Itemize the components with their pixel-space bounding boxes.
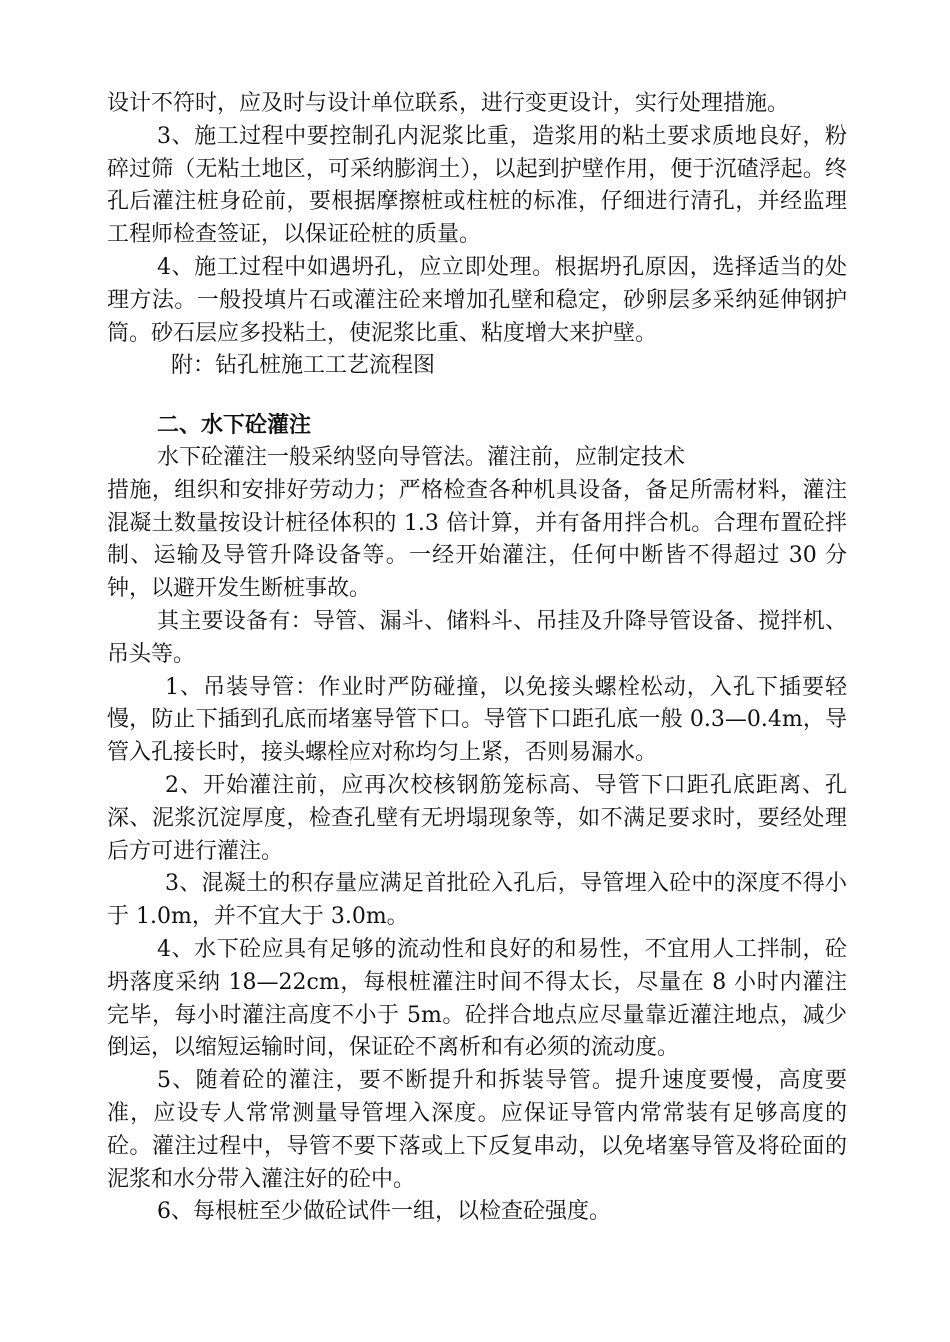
item-5: 5、随着砼的灌注，要不断提升和拆装导管。提升速度要慢，高度要准，应设专人常常测量导管埋入深度。应保证导管内常常装有足够高度的砼。灌注过程中，导管不要下落或上下反复串动，以免堵塞导管及将砼面的泥浆和水分带入灌注好的砼中。 [107, 1068, 847, 1192]
item-1: 1、吊装导管：作业时严防碰撞，以免接头螺栓松动，入孔下插要轻慢，防止下插到孔底而堵塞导管下口。导管下口距孔底一般 0.3—0.4m，导管入孔接长时，接头螺栓应对称均匀上紧，否则易漏水。 [107, 674, 847, 766]
document-page [107, 88, 847, 1229]
item-2: 2、开始灌注前，应再次校核钢筋笼标高、导管下口距孔底距离、孔深、泥浆沉淀厚度，检查孔壁有无坍塌现象等，如不满足要求时，要经处理后方可进行灌注。 [107, 772, 847, 864]
item-6: 6、每根桩至少做砼试件一组，以检查砼强度。 [157, 1199, 611, 1225]
paragraph-collapse-handling: 4、施工过程中如遇坍孔，应立即处理。根据坍孔原因，选择适当的处理方法。一般投填片石或灌注砼来增加孔壁和稳定，砂卵层多采纳延伸钢护筒。砂石层应多投粘土，使泥浆比重、粘度增大来护壁。 [107, 254, 847, 346]
item-3: 3、混凝土的积存量应满足首批砼入孔后，导管埋入砼中的深度不得小于 1.0m，并不宜大于 3.0m。 [107, 871, 847, 930]
section-intro-line1: 水下砼灌注一般采纳竖向导管法。灌注前，应制定技术 [157, 444, 686, 470]
paragraph-mud-control: 3、施工过程中要控制孔内泥浆比重，造浆用的粘土要求质地良好，粉碎过筛（无粘土地区，可采纳膨润土），以起到护壁作用，便于沉碴浮起。终孔后灌注桩身砼前，要根据摩擦桩或柱桩的标准，仔细进行清孔，并经监理工程师检查签证，以保证砼桩的质量。 [107, 123, 847, 248]
item-4: 4、水下砼应具有足够的流动性和良好的和易性，不宜用人工拌制，砼坍落度采纳 18—22cm，每根桩灌注时间不得太长，尽量在 8 小时内灌注完毕，每小时灌注高度不小于 5m。砼拌合地点应尽量靠近灌注地点，减少倒运，以缩短运输时间，保证砼不离析和有必须的流动度。 [107, 936, 847, 1061]
section-intro-rest: 措施，组织和安排好劳动力；严格检查各种机具设备，备足所需材料，灌注混凝土数量按设计桩径体积的 1.3 倍计算，并有备用拌合机。合理布置砼拌制、运输及导管升降设备等。一经开始灌注，任何中断皆不得超过 30 分钟，以避开发生断桩事故。 [107, 477, 847, 602]
appendix-note: 附：钻孔桩施工工艺流程图 [171, 353, 436, 379]
section-heading: 二、水下砼灌注 [157, 412, 312, 439]
equipment-paragraph: 其主要设备有：导管、漏斗、储料斗、吊挂及升降导管设备、搅拌机、吊头等。 [107, 608, 847, 667]
paragraph-design-change: 设计不符时，应及时与设计单位联系，进行变更设计，实行处理措施。 [107, 91, 790, 116]
